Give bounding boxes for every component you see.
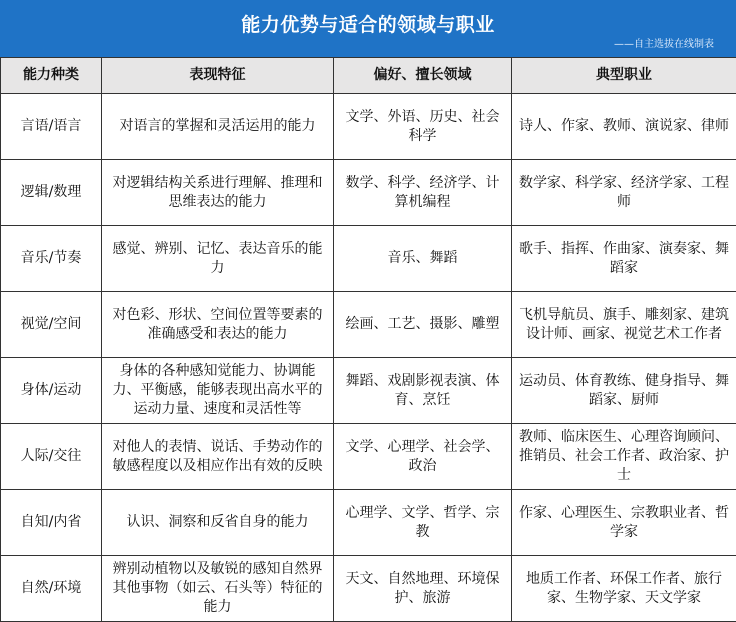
table-row bbox=[1, 94, 736, 160]
ability-cell: 自然/环境 bbox=[1, 556, 102, 622]
careers-cell: 歌手、指挥、作曲家、演奏家、舞蹈家 bbox=[512, 226, 736, 292]
fields-cell: 音乐、舞蹈 bbox=[334, 226, 512, 292]
table-row bbox=[1, 292, 736, 358]
ability-cell: 视觉/空间 bbox=[1, 292, 102, 358]
traits-cell: 对色彩、形状、空间位置等要素的准确感受和表达的能力 bbox=[102, 292, 334, 358]
traits-cell: 感觉、辨别、记忆、表达音乐的能力 bbox=[102, 226, 334, 292]
page-title: 能力优势与适合的领域与职业 bbox=[0, 10, 736, 37]
table-row bbox=[1, 160, 736, 226]
fields-cell: 数学、科学、经济学、计算机编程 bbox=[334, 160, 512, 226]
table-row bbox=[1, 490, 736, 556]
fields-cell: 文学、外语、历史、社会科学 bbox=[334, 94, 512, 160]
fields-cell: 天文、自然地理、环境保护、旅游 bbox=[334, 556, 512, 622]
ability-cell: 逻辑/数理 bbox=[1, 160, 102, 226]
careers-cell: 地质工作者、环保工作者、旅行家、生物学家、天文学家 bbox=[512, 556, 736, 622]
credit-note: ——自主选拔在线制表 bbox=[614, 35, 714, 50]
traits-cell: 对语言的掌握和灵活运用的能力 bbox=[102, 94, 334, 160]
table-body bbox=[1, 94, 736, 622]
column-header-fields: 偏好、擅长领域 bbox=[334, 58, 512, 94]
traits-cell: 对逻辑结构关系进行理解、推理和思维表达的能力 bbox=[102, 160, 334, 226]
ability-cell: 人际/交往 bbox=[1, 424, 102, 490]
column-header-traits: 表现特征 bbox=[102, 58, 334, 94]
fields-cell: 文学、心理学、社会学、政治 bbox=[334, 424, 512, 490]
title-banner bbox=[0, 0, 736, 57]
careers-cell: 教师、临床医生、心理咨询顾问、推销员、社会工作者、政治家、护士 bbox=[512, 424, 736, 490]
table-row bbox=[1, 226, 736, 292]
careers-cell: 运动员、体育教练、健身指导、舞蹈家、厨师 bbox=[512, 358, 736, 424]
ability-cell: 言语/语言 bbox=[1, 94, 102, 160]
traits-cell: 身体的各种感知觉能力、协调能力、平衡感，能够表现出高水平的运动力量、速度和灵活性等 bbox=[102, 358, 334, 424]
table-row bbox=[1, 358, 736, 424]
table-row bbox=[1, 424, 736, 490]
table-header-row bbox=[1, 58, 736, 94]
careers-cell: 诗人、作家、教师、演说家、律师 bbox=[512, 94, 736, 160]
traits-cell: 对他人的表情、说话、手势动作的敏感程度以及相应作出有效的反映 bbox=[102, 424, 334, 490]
ability-cell: 身体/运动 bbox=[1, 358, 102, 424]
fields-cell: 心理学、文学、哲学、宗教 bbox=[334, 490, 512, 556]
ability-cell: 音乐/节奏 bbox=[1, 226, 102, 292]
ability-cell: 自知/内省 bbox=[1, 490, 102, 556]
column-header-careers: 典型职业 bbox=[512, 58, 736, 94]
fields-cell: 舞蹈、戏剧影视表演、体育、烹饪 bbox=[334, 358, 512, 424]
traits-cell: 认识、洞察和反省自身的能力 bbox=[102, 490, 334, 556]
careers-cell: 飞机导航员、旗手、雕刻家、建筑设计师、画家、视觉艺术工作者 bbox=[512, 292, 736, 358]
careers-cell: 作家、心理医生、宗教职业者、哲学家 bbox=[512, 490, 736, 556]
table-row bbox=[1, 556, 736, 622]
fields-cell: 绘画、工艺、摄影、雕塑 bbox=[334, 292, 512, 358]
careers-cell: 数学家、科学家、经济学家、工程师 bbox=[512, 160, 736, 226]
column-header-ability: 能力种类 bbox=[1, 58, 102, 94]
ability-career-table bbox=[0, 57, 736, 622]
traits-cell: 辨别动植物以及敏锐的感知自然界其他事物（如云、石头等）特征的能力 bbox=[102, 556, 334, 622]
